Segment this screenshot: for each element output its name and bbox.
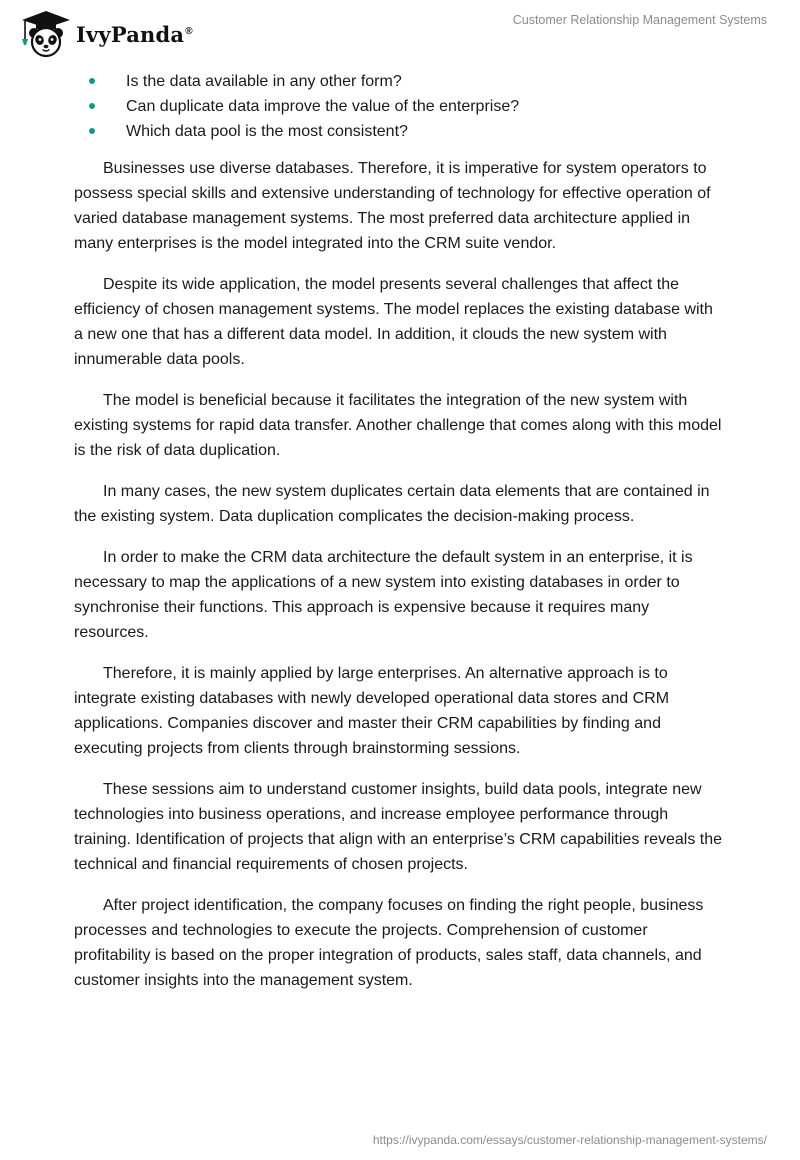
paragraph: The model is beneficial because it facilitates the integration of the new system with existing systems for rapid data transfer. Another challenge that comes along with this model is the risk of data duplication. <box>74 392 722 459</box>
document-title: Customer Relationship Management Systems <box>512 13 767 27</box>
source-url[interactable]: https://ivypanda.com/essays/customer-relationship-management-systems/ <box>372 1133 767 1147</box>
page-header <box>0 0 800 60</box>
paragraph: Businesses use diverse databases. Therefore, it is imperative for system operators to possess special skills and extensive understanding of technology for effective operation of varied database management systems. The most preferred data architecture applied in many enterprises is the model integrated into the CRM suite vendor. <box>74 160 711 252</box>
paragraph: These sessions aim to understand customer insights, build data pools, integrate new technologies into business operations, and increase employee performance through training. Identification of projects that align with an enterprise’s CRM capabilities reveals the technical and financial requirements of chosen projects. <box>74 781 723 873</box>
paragraph: In many cases, the new system duplicates certain data elements that are contained in the existing system. Data duplication complicates the decision-making process. <box>74 483 710 525</box>
panda-graduation-cap-icon <box>14 8 74 58</box>
paragraph: After project identification, the company focuses on finding the right people, business processes and technologies to execute the projects. Comprehension of customer profitability is based on the proper integration of products, sales staff, data channels, and customer insights into the management system. <box>74 897 704 989</box>
ivypanda-logo[interactable] <box>14 8 193 58</box>
list-item: Is the data available in any other form? <box>74 69 724 94</box>
logo-text: IvyPanda® <box>76 21 193 47</box>
paragraph: Therefore, it is mainly applied by large enterprises. An alternative approach is to integrate existing databases with newly developed operational data stores and CRM applications. Companies discover and master their CRM capabilities by finding and executing projects from clients through brainstorming sessions. <box>74 665 670 757</box>
essay-body <box>74 69 724 1009</box>
list-item: Can duplicate data improve the value of the enterprise? <box>74 94 724 119</box>
question-list <box>74 69 724 144</box>
list-item: Which data pool is the most consistent? <box>74 119 724 144</box>
paragraph: In order to make the CRM data architecture the default system in an enterprise, it is necessary to map the applications of a new system into existing databases in order to synchronise their functions. This approach is expensive because it requires many resources. <box>74 549 693 641</box>
paragraph: Despite its wide application, the model presents several challenges that affect the efficiency of chosen management systems. The model replaces the existing database with a new one that has a different data model. In addition, it clouds the new system with innumerable data pools. <box>74 276 713 368</box>
registered-mark: ® <box>185 25 193 37</box>
